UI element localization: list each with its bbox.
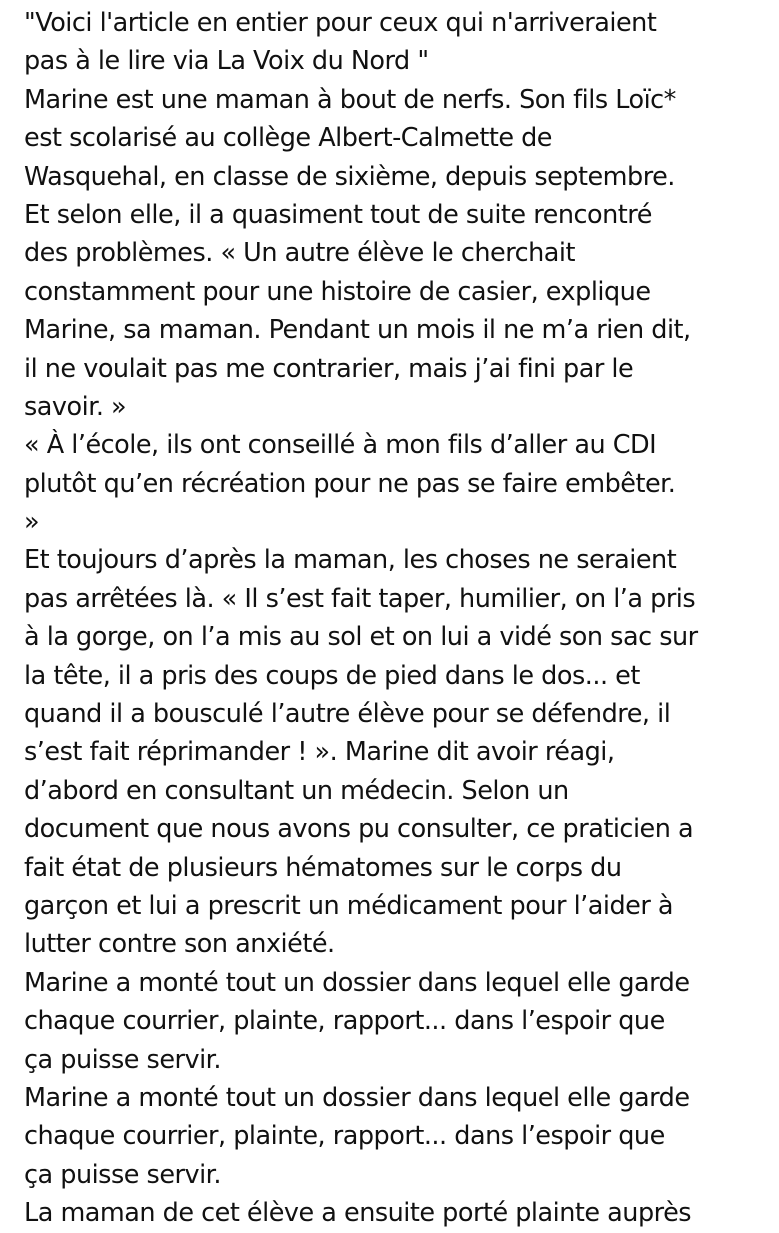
text-line: d’abord en consultant un médecin. Selon un bbox=[24, 775, 569, 806]
text-line: « À l’école, ils ont conseillé à mon fils d’aller au CDI bbox=[24, 430, 657, 461]
text-line: "Voici l'article en entier pour ceux qui n'arriveraient bbox=[24, 8, 657, 38]
text-line: constamment pour une histoire de casier, explique bbox=[24, 276, 651, 307]
text-line: ça puisse servir. bbox=[24, 1044, 221, 1075]
text-line: ça puisse servir. bbox=[24, 1159, 221, 1190]
text-line: s’est fait réprimander ! ». Marine dit avoir réagi, bbox=[24, 737, 615, 768]
text-line: des problèmes. « Un autre élève le cherchait bbox=[24, 238, 576, 269]
text-line: il ne voulait pas me contrarier, mais j’ai fini par le bbox=[24, 353, 634, 384]
text-line: savoir. » bbox=[24, 391, 127, 422]
text-line: Et selon elle, il a quasiment tout de suite rencontré bbox=[24, 199, 652, 230]
text-line: document que nous avons pu consulter, ce praticien a bbox=[24, 814, 694, 845]
text-line: chaque courrier, plainte, rapport... dans l’espoir que bbox=[24, 1006, 665, 1037]
text-line: Wasquehal, en classe de sixième, depuis septembre. bbox=[24, 161, 675, 192]
text-line: quand il a bousculé l’autre élève pour se défendre, il bbox=[24, 699, 671, 730]
text-line: la tête, il a pris des coups de pied dans le dos... et bbox=[24, 660, 640, 691]
text-line: plutôt qu’en récréation pour ne pas se faire embêter. bbox=[24, 468, 676, 499]
text-line: La maman de cet élève a ensuite porté plainte auprès bbox=[24, 1198, 692, 1229]
text-line: » bbox=[24, 507, 40, 538]
text-line: est scolarisé au collège Albert-Calmette de bbox=[24, 123, 552, 154]
text-line: fait état de plusieurs hématomes sur le corps du bbox=[24, 852, 622, 883]
text-line: lutter contre son anxiété. bbox=[24, 929, 335, 960]
text-line: Marine a monté tout un dossier dans lequel elle garde bbox=[24, 967, 690, 998]
text-line: pas arrêtées là. « Il s’est fait taper, humilier, on l’a pris bbox=[24, 583, 696, 614]
text-line: garçon et lui a prescrit un médicament pour l’aider à bbox=[24, 890, 674, 921]
text-line: Marine, sa maman. Pendant un mois il ne m’a rien dit, bbox=[24, 315, 691, 346]
text-line: à la gorge, on l’a mis au sol et on lui a vidé son sac sur bbox=[24, 622, 698, 653]
note-text-body bbox=[24, 0, 776, 1233]
text-line: Et toujours d’après la maman, les choses ne seraient bbox=[24, 545, 677, 576]
text-line: chaque courrier, plainte, rapport... dans l’espoir que bbox=[24, 1121, 665, 1152]
text-line: pas à le lire via La Voix du Nord " bbox=[24, 46, 429, 77]
text-line: Marine est une maman à bout de nerfs. Son fils Loïc* bbox=[24, 84, 676, 115]
text-line: Marine a monté tout un dossier dans lequel elle garde bbox=[24, 1082, 690, 1113]
